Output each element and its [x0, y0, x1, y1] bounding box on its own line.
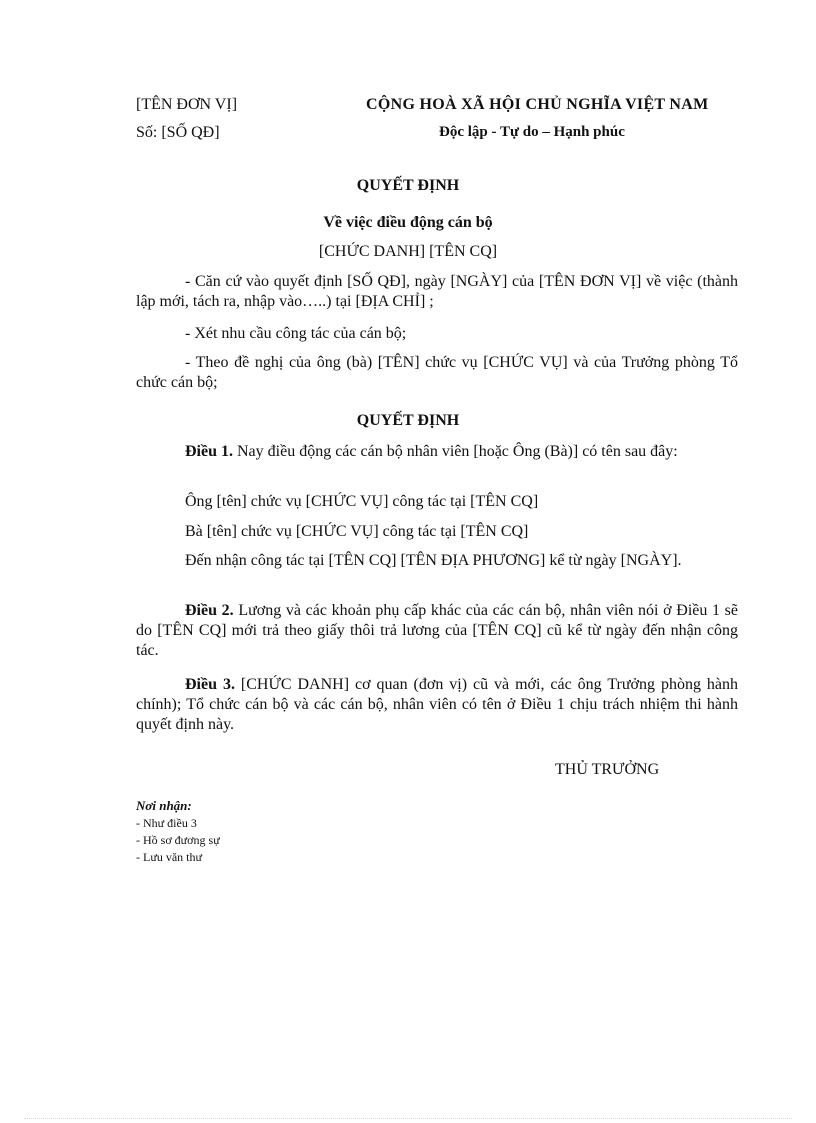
article-3-text: [CHỨC DANH] cơ quan (đơn vị) cũ và mới, các ông Trưởng phòng hành chính); Tổ chức cán bộ và các cán bộ, nhân viên có tên ở Điều 1 chịu trách nhiệm thi hành quyết định này. — [136, 676, 738, 733]
decision-number: Số: [SỐ QĐ] — [136, 124, 220, 141]
basis-paragraph: - Căn cứ vào quyết định [SỐ QĐ], ngày [NGÀY] của [TÊN ĐƠN VỊ] về việc (thành lập mới, tách ra, nhập vào…..) tại [ĐỊA CHỈ] ; — [136, 273, 738, 310]
basis-paragraph: - Xét nhu cầu công tác của cán bộ; — [185, 325, 407, 342]
recipients-heading: Nơi nhận: — [136, 798, 192, 813]
article-1 — [136, 442, 738, 462]
recipient-item: - Lưu văn thư — [136, 850, 202, 864]
document-title: QUYẾT ĐỊNH — [356, 177, 460, 194]
document-subject: Về việc điều động cán bộ — [323, 214, 493, 231]
national-title: CỘNG HOÀ XÃ HỘI CHỦ NGHĨA VIỆT NAM — [366, 96, 709, 113]
signer-title: THỦ TRƯỞNG — [555, 761, 660, 778]
organization-name: [TÊN ĐƠN VỊ] — [136, 96, 238, 113]
page-divider — [24, 1118, 792, 1119]
article-1-line: Đến nhận công tác tại [TÊN CQ] [TÊN ĐỊA PHƯƠNG] kể từ ngày [NGÀY]. — [185, 552, 682, 569]
article-1-text: Nay điều động các cán bộ nhân viên [hoặc Ông (Bà)] có tên sau đây: — [233, 443, 678, 460]
article-2-text: Lương và các khoản phụ cấp khác của các cán bộ, nhân viên nói ở Điều 1 sẽ do [TÊN CQ] mới trả theo giấy thôi trả lương của [TÊN CQ] cũ kể từ ngày đến nhận công tác. — [136, 602, 739, 659]
article-2 — [136, 601, 738, 661]
decision-heading: QUYẾT ĐỊNH — [356, 412, 460, 429]
article-1-line: Ông [tên] chức vụ [CHỨC VỤ] công tác tại [TÊN CQ] — [185, 493, 539, 510]
article-1-line: Bà [tên] chức vụ [CHỨC VỤ] công tác tại [TÊN CQ] — [185, 523, 529, 540]
recipient-item: - Như điều 3 — [136, 816, 197, 830]
issuing-authority: [CHỨC DANH] [TÊN CQ] — [318, 243, 498, 260]
article-2-label: Điều 2. — [185, 602, 234, 619]
article-3 — [136, 675, 738, 735]
basis-paragraph: - Theo đề nghị của ông (bà) [TÊN] chức vụ [CHỨC VỤ] và của Trưởng phòng Tổ chức cán bộ; — [136, 354, 738, 391]
article-1-label: Điều 1. — [185, 443, 233, 460]
article-3-label: Điều 3. — [185, 676, 235, 693]
recipient-item: - Hồ sơ đương sự — [136, 833, 220, 847]
national-motto: Độc lập - Tự do – Hạnh phúc — [439, 124, 625, 140]
